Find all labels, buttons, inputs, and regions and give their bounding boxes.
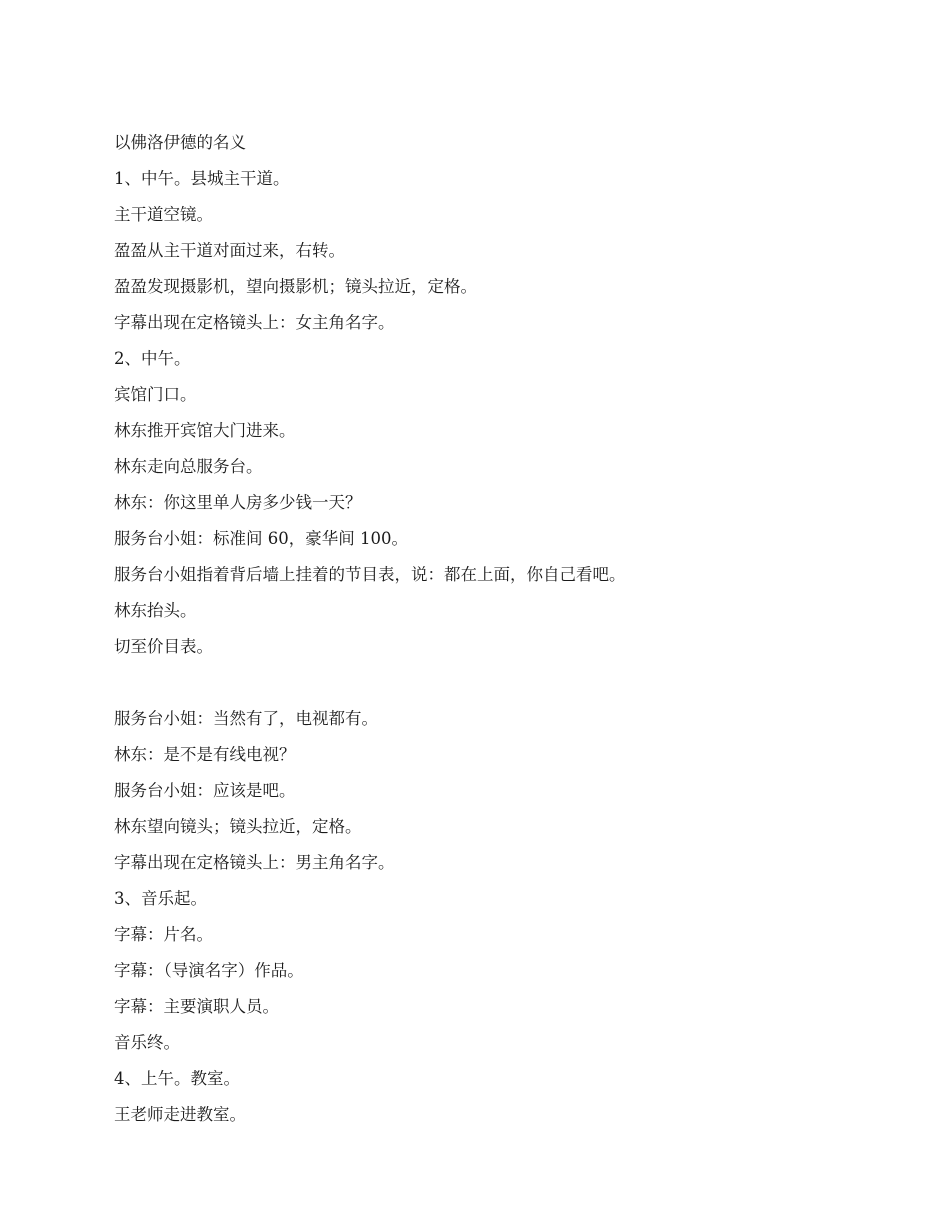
script-line: 林东：是不是有线电视？ xyxy=(114,745,296,764)
script-line: 字幕：（导演名字）作品。 xyxy=(114,961,304,980)
script-line: 音乐终。 xyxy=(114,1033,180,1052)
script-line: 字幕出现在定格镜头上：女主角名字。 xyxy=(114,313,395,332)
script-line: 1、中午。县城主干道。 xyxy=(114,169,290,188)
script-line: 宾馆门口。 xyxy=(114,385,197,404)
script-line: 4、上午。教室。 xyxy=(114,1069,240,1088)
script-line: 服务台小姐：标准间 60，豪华间 100。 xyxy=(114,529,408,548)
script-line: 2、中午。 xyxy=(114,349,191,368)
script-line: 王老师走进教室。 xyxy=(114,1105,246,1124)
script-line: 3、音乐起。 xyxy=(114,889,207,908)
script-line: 林东望向镜头；镜头拉近，定格。 xyxy=(114,817,362,836)
script-line: 服务台小姐：当然有了，电视都有。 xyxy=(114,709,378,728)
script-line: 林东推开宾馆大门进来。 xyxy=(114,421,296,440)
script-line: 盈盈发现摄影机，望向摄影机；镜头拉近，定格。 xyxy=(114,277,477,296)
script-line: 林东走向总服务台。 xyxy=(114,457,263,476)
script-line: 字幕：片名。 xyxy=(114,925,213,944)
document-body xyxy=(114,125,874,1133)
script-line: 字幕：主要演职人员。 xyxy=(114,997,279,1016)
script-line: 盈盈从主干道对面过来，右转。 xyxy=(114,241,345,260)
blank-line xyxy=(114,665,874,701)
script-line: 主干道空镜。 xyxy=(114,205,213,224)
script-line: 林东抬头。 xyxy=(114,601,197,620)
script-line: 切至价目表。 xyxy=(114,637,213,656)
script-line: 林东：你这里单人房多少钱一天？ xyxy=(114,493,362,512)
script-line: 服务台小姐：应该是吧。 xyxy=(114,781,296,800)
document-title: 以佛洛伊德的名义 xyxy=(114,133,246,152)
script-line: 服务台小姐指着背后墙上挂着的节目表，说：都在上面，你自己看吧。 xyxy=(114,565,626,584)
script-line: 字幕出现在定格镜头上：男主角名字。 xyxy=(114,853,395,872)
